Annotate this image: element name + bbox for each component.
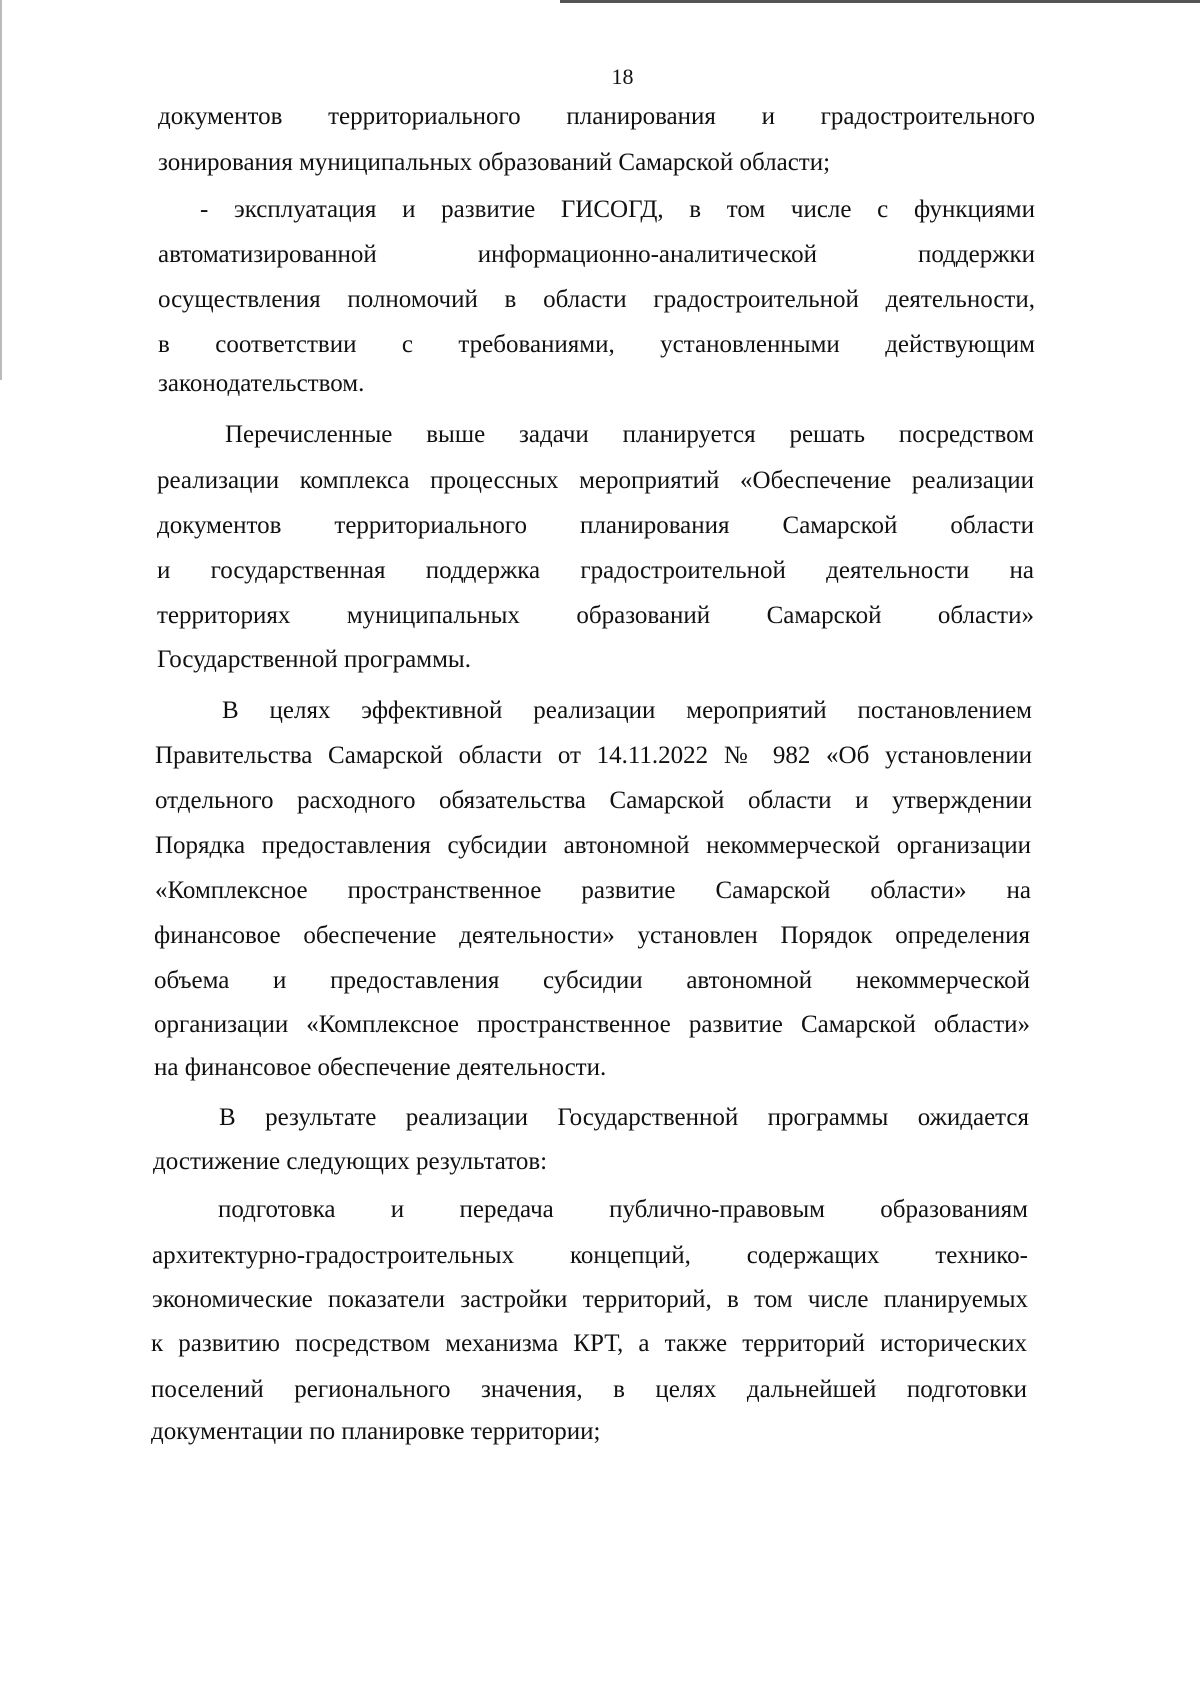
text-line: отдельного расходного обязательства Самарской области и утверждении: [155, 787, 1032, 814]
text-line: законодательством.: [158, 370, 365, 397]
scan-edge: [560, 0, 1200, 3]
text-line: экономические показатели застройки территорий, в том числе планируемых: [152, 1286, 1028, 1313]
text-line: В результате реализации Государственной программы ожидается: [219, 1104, 1029, 1131]
text-line: и государственная поддержка градостроительной деятельности на: [157, 557, 1034, 584]
text-line: Перечисленные выше задачи планируется решать посредством: [225, 421, 1034, 448]
text-line: подготовка и передача публично-правовым образованиям: [218, 1196, 1028, 1223]
text-line: поселений регионального значения, в целях дальнейшей подготовки: [151, 1376, 1027, 1403]
page-number: 18: [611, 64, 634, 89]
text-line: Правительства Самарской области от 14.11.2022 № 982 «Об установлении: [155, 742, 1032, 769]
text-line: зонирования муниципальных образований Самарской области;: [158, 149, 831, 176]
text-line: к развитию посредством механизма КРТ, а также территорий исторических: [151, 1330, 1027, 1357]
text-line: документации по планировке территории;: [151, 1418, 601, 1445]
text-line: «Комплексное пространственное развитие Самарской области» на: [155, 877, 1031, 904]
text-line: архитектурно-градостроительных концепций, содержащих технико-: [152, 1242, 1028, 1269]
text-line: - эксплуатация и развитие ГИСОГД, в том числе с функциями: [200, 196, 1035, 223]
text-line: на финансовое обеспечение деятельности.: [154, 1054, 607, 1081]
text-line: организации «Комплексное пространственное развитие Самарской области»: [154, 1011, 1030, 1038]
text-line: в соответствии с требованиями, установленными действующим: [158, 331, 1035, 358]
text-line: документов территориального планирования Самарской области: [157, 512, 1034, 539]
scan-edge-left: [0, 0, 2, 380]
text-line: объема и предоставления субсидии автономной некоммерческой: [154, 967, 1030, 994]
text-line: документов территориального планирования и градостроительного: [158, 103, 1035, 130]
text-line: территориях муниципальных образований Самарской области»: [157, 602, 1034, 629]
text-line: реализации комплекса процессных мероприятий «Обеспечение реализации: [157, 467, 1034, 494]
text-line: автоматизированной информационно-аналитической поддержки: [158, 241, 1035, 268]
text-line: осуществления полномочий в области градостроительной деятельности,: [158, 286, 1035, 313]
text-line: Государственной программы.: [157, 646, 471, 673]
text-line: достижение следующих результатов:: [153, 1148, 548, 1175]
text-line: финансовое обеспечение деятельности» установлен Порядок определения: [154, 922, 1030, 949]
text-line: В целях эффективной реализации мероприятий постановлением: [222, 697, 1032, 724]
text-line: Порядка предоставления субсидии автономной некоммерческой организации: [155, 832, 1031, 859]
